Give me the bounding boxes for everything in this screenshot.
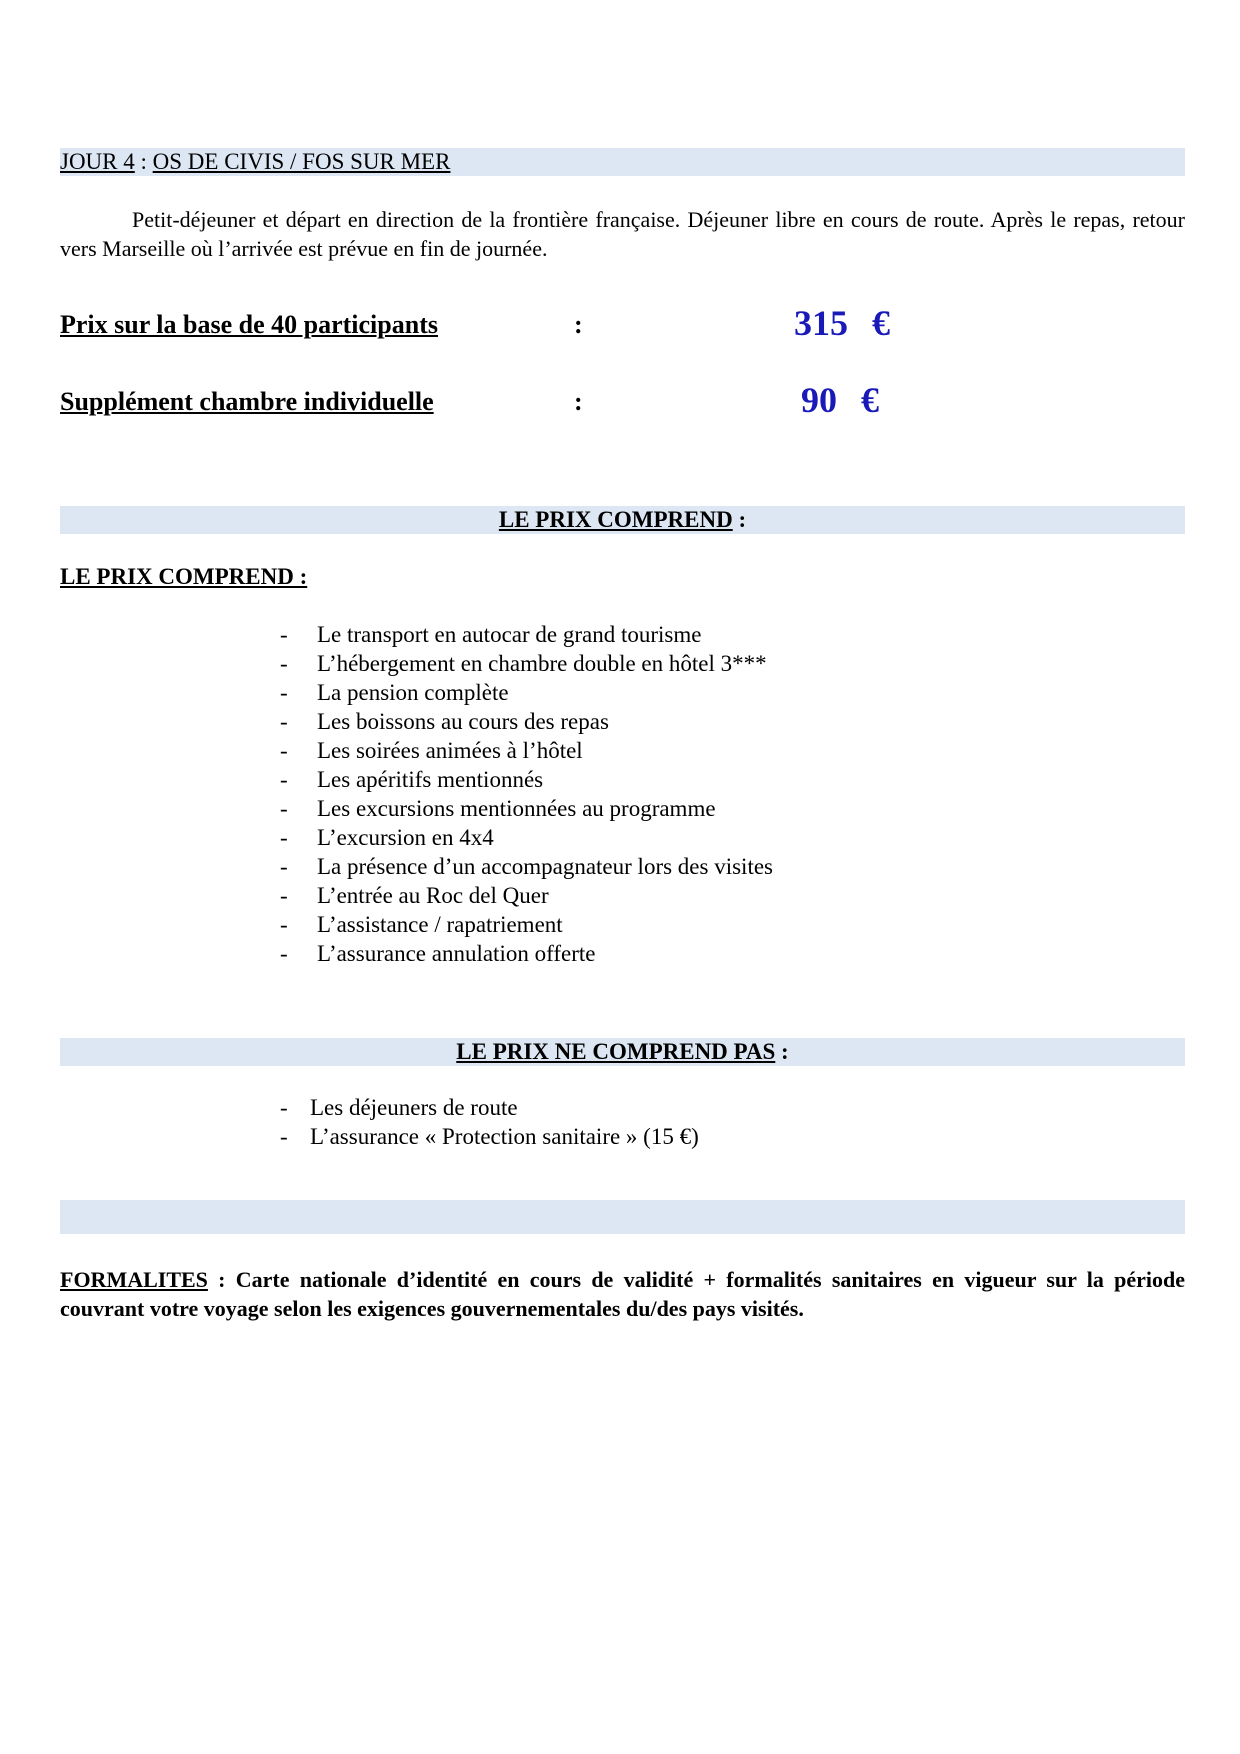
included-item	[280, 649, 980, 678]
included-item-text: L’entrée au Roc del Quer	[317, 883, 549, 908]
price-base-currency: €	[872, 303, 890, 343]
included-band-title-text: LE PRIX COMPREND	[498, 507, 733, 532]
included-subtitle: LE PRIX COMPREND :	[60, 564, 308, 589]
included-item-text: Les boissons au cours des repas	[317, 709, 609, 734]
excluded-item	[280, 1122, 980, 1151]
included-band-suffix: :	[732, 507, 747, 532]
price-row-supplement	[60, 373, 1185, 423]
price-base-amount: 315	[794, 303, 848, 343]
included-bullet: -	[280, 709, 288, 734]
included-item	[280, 823, 980, 852]
included-item	[280, 852, 980, 881]
included-bullet: -	[280, 883, 288, 908]
included-item-text: Les apéritifs mentionnés	[317, 767, 544, 792]
excluded-bullet: -	[280, 1124, 288, 1149]
included-item	[280, 736, 980, 765]
price-row-base	[60, 296, 1185, 346]
day-heading	[60, 148, 450, 176]
day-route: OS DE CIVIS / FOS SUR MER	[152, 149, 451, 174]
empty-band	[60, 1200, 1185, 1234]
excluded-band-title	[60, 1038, 1185, 1066]
excluded-bullet: -	[280, 1095, 288, 1120]
included-item	[280, 707, 980, 736]
included-item-text: Les excursions mentionnées au programme	[317, 796, 716, 821]
included-item	[280, 678, 980, 707]
formalites-text: Carte nationale d’identité en cours de validité + formalités sanitaires en vigueur sur la période couvrant votre voyage selon les exigences gouvernementales du/des pays visités.	[60, 1267, 1186, 1321]
included-bullet: -	[280, 912, 288, 937]
included-band-title	[60, 506, 1185, 534]
included-item-text: L’excursion en 4x4	[317, 825, 494, 850]
day-separator: :	[134, 149, 153, 174]
price-base-value	[794, 302, 890, 344]
included-bullet: -	[280, 941, 288, 966]
included-bullet: -	[280, 854, 288, 879]
price-base-label: Prix sur la base de 40 participants	[60, 310, 438, 339]
excluded-band-suffix: :	[775, 1039, 789, 1064]
day-label: JOUR 4	[60, 149, 135, 174]
excluded-list	[280, 1093, 980, 1151]
excluded-band-title-text: LE PRIX NE COMPREND PAS	[456, 1039, 776, 1064]
included-item	[280, 620, 980, 649]
included-bullet: -	[280, 796, 288, 821]
formalites-separator: :	[207, 1267, 236, 1292]
included-bullet: -	[280, 767, 288, 792]
included-item	[280, 881, 980, 910]
included-item-text: L’hébergement en chambre double en hôtel 3***	[317, 651, 767, 676]
included-bullet: -	[280, 738, 288, 763]
day-description: Petit-déjeuner et départ en direction de la frontière française. Déjeuner libre en cours de route. Après le repas, retour vers Marseille où l’arrivée est prévue en fin de journée.	[60, 207, 1185, 261]
included-bullet: -	[280, 622, 288, 647]
formalites-paragraph	[60, 1265, 1185, 1323]
price-supplement-value	[801, 379, 879, 421]
included-item	[280, 794, 980, 823]
included-item	[280, 910, 980, 939]
included-bullet: -	[280, 680, 288, 705]
price-supplement-colon: :	[574, 387, 583, 416]
included-item-text: Les soirées animées à l’hôtel	[317, 738, 583, 763]
excluded-item-text: Les déjeuners de route	[310, 1095, 518, 1120]
included-item-text: L’assurance annulation offerte	[317, 941, 596, 966]
excluded-item	[280, 1093, 980, 1122]
included-bullet: -	[280, 651, 288, 676]
included-item-text: La pension complète	[317, 680, 509, 705]
included-item-text: L’assistance / rapatriement	[317, 912, 563, 937]
included-item-text: La présence d’un accompagnateur lors des visites	[317, 854, 773, 879]
included-item-text: Le transport en autocar de grand tourisme	[317, 622, 702, 647]
price-base-colon: :	[574, 310, 583, 339]
price-supplement-label: Supplément chambre individuelle	[60, 387, 434, 416]
price-supplement-amount: 90	[801, 380, 837, 420]
included-list	[280, 620, 980, 968]
excluded-item-text: L’assurance « Protection sanitaire » (15 €)	[310, 1124, 699, 1149]
included-item	[280, 765, 980, 794]
included-item	[280, 939, 980, 968]
included-bullet: -	[280, 825, 288, 850]
formalites-label: FORMALITES	[60, 1267, 208, 1292]
price-supplement-currency: €	[861, 380, 879, 420]
